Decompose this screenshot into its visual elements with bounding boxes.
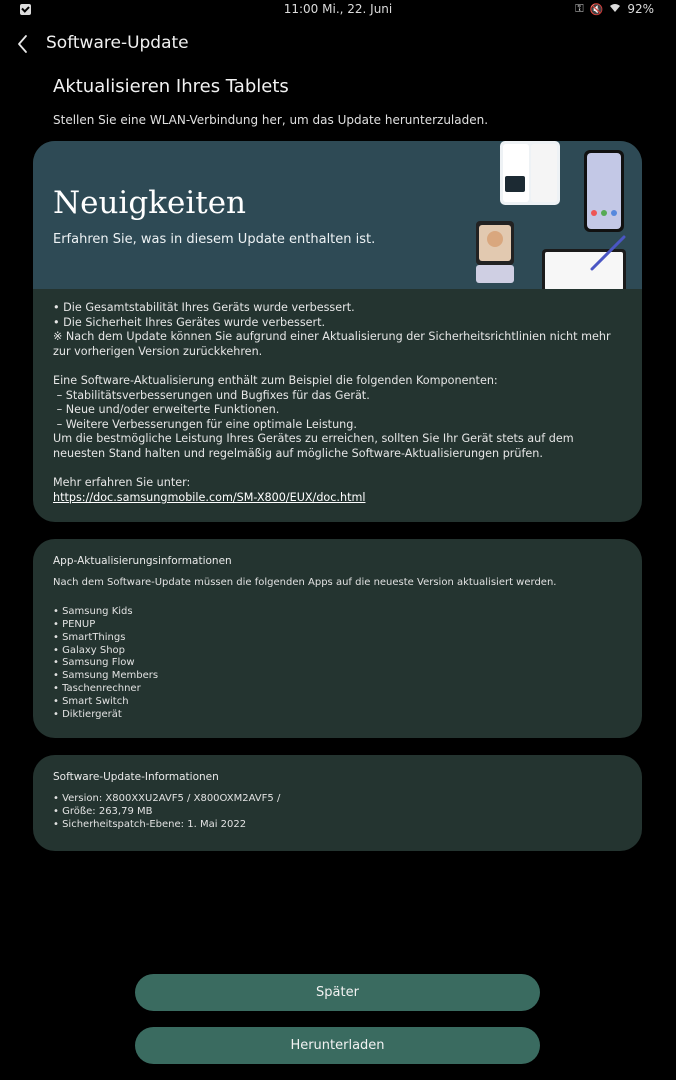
page-title: Software-Update [46,33,189,53]
back-arrow-icon [12,30,36,58]
software-info-card [33,755,642,851]
news-line: – Neue und/oder erweiterte Funktionen. [53,403,280,417]
key-icon: ⚿ [575,2,584,15]
back-button[interactable] [12,30,36,58]
status-bar [0,0,676,20]
news-line: – Stabilitätsverbesserungen und Bugfixes für das Gerät. [53,388,370,402]
devices-illustration [472,141,642,289]
news-line: Mehr erfahren Sie unter: [53,476,191,490]
news-body [53,301,623,505]
news-title: Neuigkeiten [53,185,247,221]
news-line: • Die Sicherheit Ihres Gerätes wurde verbessert. [53,315,326,329]
app-header [0,28,676,60]
news-line [53,359,623,374]
list-item: • Smart Switch [53,696,129,708]
app-update-description: Nach dem Software-Update müssen die folgenden Apps auf die neueste Version aktualisiert werden. [53,576,557,588]
news-subtitle: Erfahren Sie, was in diesem Update enthalten ist. [53,232,376,247]
status-time-date: 11:00 Mi., 22. Juni [283,2,393,16]
news-line: • Die Gesamtstabilität Ihres Geräts wurde verbessert. [53,301,355,314]
doc-link[interactable]: https://doc.samsungmobile.com/SM-X800/EUX/doc.html [53,490,366,504]
news-line: ※ Nach dem Update können Sie aufgrund einer Aktualisierung der Sicherheitsrichtlinien nicht mehr zur vorherigen Version zurückkehren. [53,330,615,358]
software-info-content [53,771,623,832]
mute-icon: 🔇 [589,2,604,16]
list-item: • Samsung Members [53,670,159,682]
app-update-card [33,539,642,738]
battery-level: 92% [627,2,654,16]
list-item: • Galaxy Shop [53,644,126,656]
news-banner [33,141,642,289]
news-card [33,141,642,522]
list-item: • Samsung Flow [53,657,135,669]
list-item: • Samsung Kids [53,605,133,617]
software-info-title: Software-Update-Informationen [53,771,219,783]
wifi-hint: Stellen Sie eine WLAN-Verbindung her, um das Update herunterzuladen. [53,113,489,127]
app-update-title: App-Aktualisierungsinformationen [53,555,232,567]
news-line [53,462,623,477]
update-heading: Aktualisieren Ihres Tablets [53,76,289,97]
news-line: Eine Software-Aktualisierung enthält zum Beispiel die folgenden Komponenten: [53,373,498,387]
news-line: – Weitere Verbesserungen für eine optimale Leistung. [53,417,357,431]
status-icons [575,2,654,16]
list-item: • Sicherheitspatch-Ebene: 1. Mai 2022 [53,818,247,830]
list-item: • Version: X800XXU2AVF5 / X800OXM2AVF5 / [53,792,281,804]
wifi-icon [609,3,621,16]
app-update-content [53,555,623,722]
list-item: • Diktiergerät [53,709,122,721]
list-item: • SmartThings [53,631,126,643]
news-line: Um die bestmögliche Leistung Ihres Gerätes zu erreichen, sollten Sie Ihr Gerät stets auf dem neuesten Stand halten und regelmäßig auf mögliche Software-Aktualisierungen prüfen. [53,432,578,460]
list-item: • Größe: 263,79 MB [53,805,153,817]
later-button[interactable]: Später [135,974,540,1011]
list-item: • Taschenrechner [53,683,141,695]
list-item: • PENUP [53,618,96,630]
download-button[interactable]: Herunterladen [135,1027,540,1064]
